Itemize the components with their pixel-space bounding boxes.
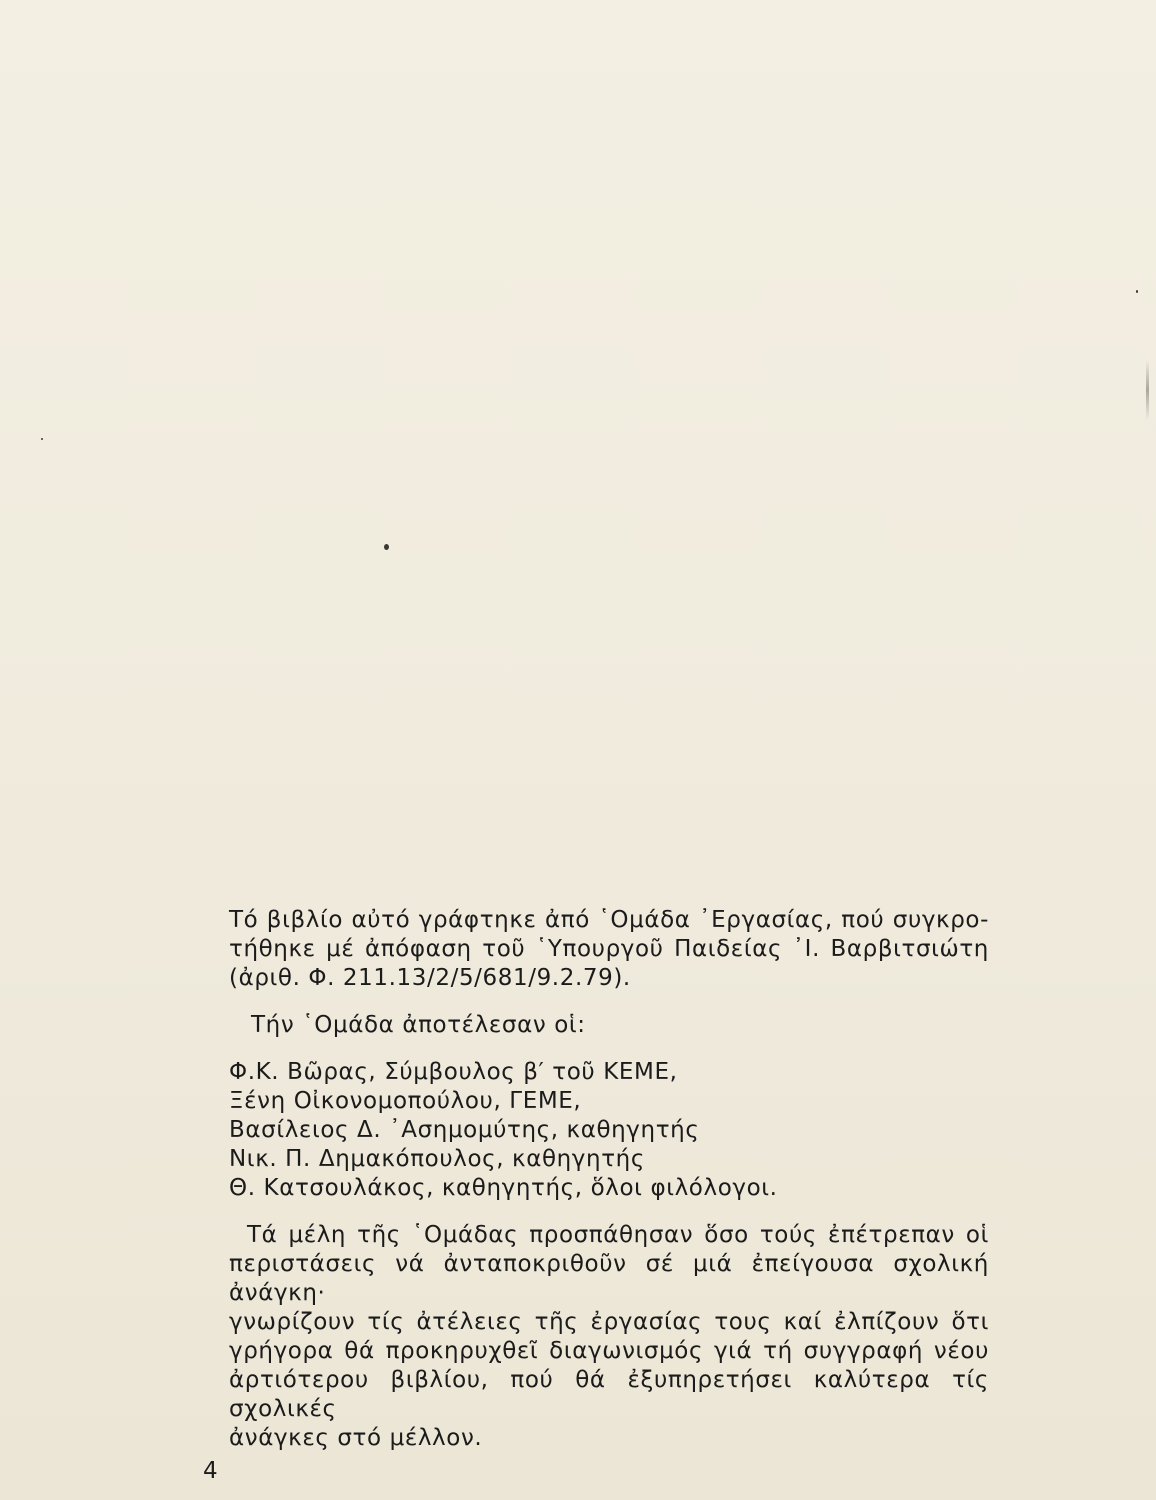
- member-item: Φ.Κ. Βῶρας, Σύμβουλος β′ τοῦ ΚΕΜΕ,: [229, 1059, 678, 1085]
- credits-text: [229, 906, 989, 1453]
- closing-line: γνωρίζουν τίς ἀτέλειες τῆς ἐργασίας τους καί ἐλπίζουν ὅτι: [229, 1309, 989, 1335]
- closing-line: ἀρτιότερου βιβλίου, πού θά ἐξυπηρετήσει καλύτερα τίς σχολικές: [229, 1367, 989, 1422]
- intro-line: τήθηκε μέ ἀπόφαση τοῦ ῾Υπουργοῦ Παιδείας ᾿Ι. Βαρβιτσιώτη: [229, 936, 989, 962]
- intro-line: Τό βιβλίο αὐτό γράφτηκε ἀπό ῾Ομάδα ᾿Εργασίας, πού συγκρο-: [229, 907, 989, 933]
- intro-line: (ἀριθ. Φ. 211.13/2/5/681/9.2.79).: [229, 965, 631, 991]
- members-heading: Τήν ῾Ομάδα ἀποτέλεσαν οἱ:: [251, 1012, 586, 1038]
- member-item: Βασίλειος Δ. ᾿Ασημομύτης, καθηγητής: [229, 1117, 700, 1143]
- member-item: Νικ. Π. Δημακόπουλος, καθηγητής: [229, 1146, 645, 1172]
- paper-speck: [1136, 290, 1138, 293]
- paper-fold-shadow: [1146, 360, 1149, 420]
- closing-line: περιστάσεις νά ἀνταποκριθοῦν σέ μιά ἐπείγουσα σχολική ἀνάγκη·: [229, 1251, 989, 1306]
- members-list: [229, 1058, 989, 1203]
- intro-paragraph: [229, 906, 989, 993]
- closing-line: γρήγορα θά προκηρυχθεῖ διαγωνισμός γιά τή συγγραφή νέου: [229, 1338, 989, 1364]
- page-number: 4: [203, 1458, 218, 1484]
- closing-line: Τά μέλη τῆς ῾Ομάδας προσπάθησαν ὅσο τούς ἐπέτρεπαν οἱ: [247, 1222, 989, 1248]
- member-item: Θ. Κατσουλάκος, καθηγητής, ὅλοι φιλόλογοι.: [229, 1175, 778, 1201]
- member-item: Ξένη Οἰκονομοπούλου, ΓΕΜΕ,: [229, 1088, 582, 1114]
- paper-speck: [41, 438, 43, 440]
- closing-paragraph: [229, 1221, 989, 1453]
- closing-line: ἀνάγκες στό μέλλον.: [229, 1425, 483, 1451]
- paper-speck: [384, 544, 389, 550]
